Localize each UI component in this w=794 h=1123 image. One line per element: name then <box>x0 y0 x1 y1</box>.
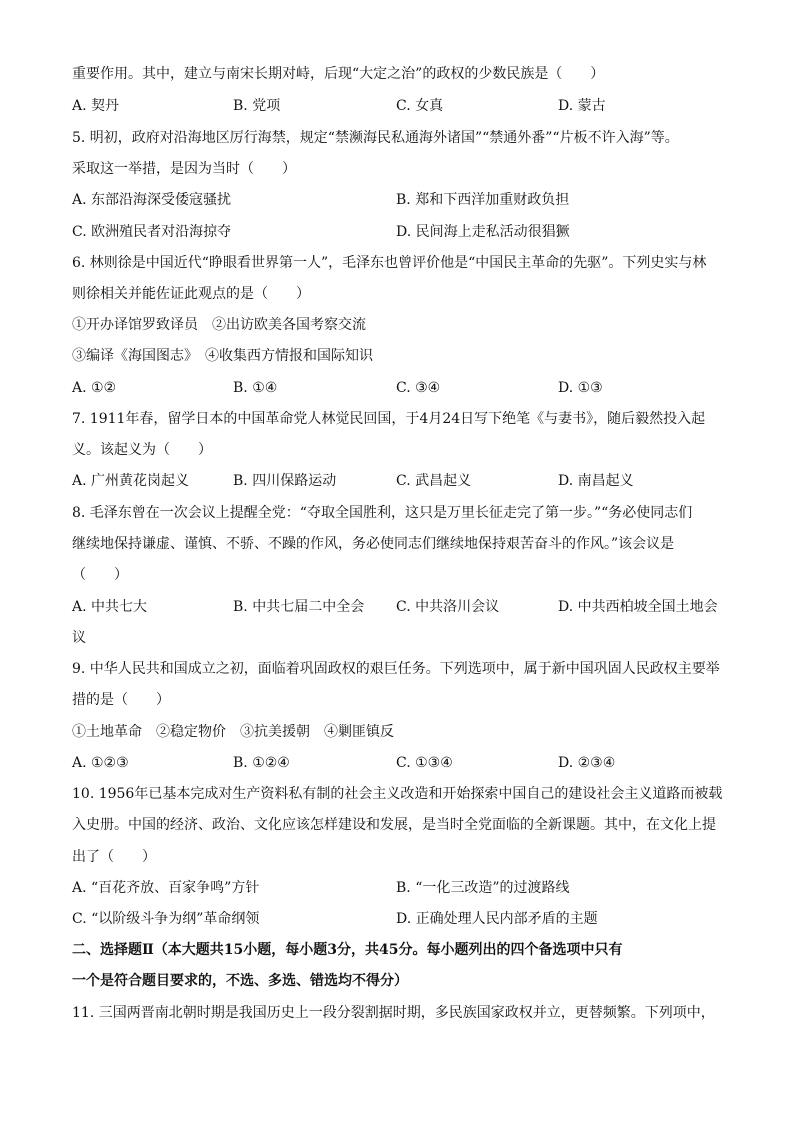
q10-stem-line-3: 出了（ ） <box>72 849 156 865</box>
q8-option-b: B. 中共七届二中全会 <box>233 599 365 615</box>
q8-option-a: A. 中共七大 <box>72 599 148 615</box>
q4-option-d: D. 蒙古 <box>558 98 606 114</box>
q7-option-a: A. 广州黄花岗起义 <box>72 473 190 489</box>
q5-option-b: B. 郑和下西洋加重财政负担 <box>396 192 570 208</box>
q8-stem-line-1: 8. 毛泽东曾在一次会议上提醒全党：“夺取全国胜利，这只是万里长征走完了第一步。”“务必使同志们 <box>72 505 693 521</box>
section-2-title-line-1: 二、选择题Ⅱ（本大题共15小题，每小题3分，共45分。每小题列出的四个备选项中只有 <box>72 942 623 958</box>
q6-stem-line-2: 则徐相关并能佐证此观点的是（ ） <box>72 286 310 302</box>
q11-stem-line-1: 11. 三国两晋南北朝时期是我国历史上一段分裂割据时期，多民族国家政权并立，更替频繁。下列项中， <box>72 1005 715 1021</box>
q8-option-d: D. 中共西柏坡全国土地会 <box>558 599 718 615</box>
q10-option-b: B. “一化三改造”的过渡路线 <box>396 880 570 896</box>
q8-option-d-wrap: 议 <box>72 630 86 646</box>
q6-option-c: C. ③④ <box>396 380 441 396</box>
q9-items: ①土地革命 ②稳定物价 ③抗美援朝 ④剿匪镇反 <box>72 724 394 740</box>
q10-option-d: D. 正确处理人民内部矛盾的主题 <box>396 911 598 927</box>
q8-stem-line-3: （ ） <box>72 567 128 583</box>
q8-stem-line-2: 继续地保持谦虚、谨慎、不骄、不躁的作风，务必使同志们继续地保持艰苦奋斗的作风。”该会议是 <box>72 536 675 552</box>
q10-option-a: A. “百花齐放、百家争鸣”方针 <box>72 880 260 896</box>
q7-stem-line-2: 义。该起义为（ ） <box>72 442 212 458</box>
q9-option-d: D. ②③④ <box>558 755 616 771</box>
q7-stem-line-1: 7. 1911年春，留学日本的中国革命党人林觉民回国，于4月24日写下绝笔《与妻书》，随后毅然投入起 <box>72 411 706 427</box>
q4-option-a: A. 契丹 <box>72 98 120 114</box>
q5-option-c: C. 欧洲殖民者对沿海掠夺 <box>72 224 232 240</box>
q9-stem-line-2: 措的是（ ） <box>72 692 170 708</box>
q9-option-c: C. ①③④ <box>396 755 453 771</box>
q7-option-d: D. 南昌起义 <box>558 473 634 489</box>
q6-option-d: D. ①③ <box>558 380 603 396</box>
q6-stem-line-1: 6. 林则徐是中国近代“睁眼看世界第一人”，毛泽东也曾评价他是“中国民主革命的先驱”。下列史实与林 <box>72 255 707 271</box>
q10-option-c: C. “以阶级斗争为纲”革命纲领 <box>72 911 260 927</box>
q9-stem-line-1: 9. 中华人民共和国成立之初，面临着巩固政权的艰巨任务。下列选项中，属于新中国巩固人民政权主要举 <box>72 661 720 677</box>
q7-option-b: B. 四川保路运动 <box>233 473 337 489</box>
q6-items-line-1: ①开办译馆罗致译员 ②出访欧美各国考察交流 <box>72 317 366 333</box>
q6-items-line-2: ③编译《海国图志》 ④收集西方情报和国际知识 <box>72 348 373 364</box>
q9-option-b: B. ①②④ <box>233 755 290 771</box>
q5-option-d: D. 民间海上走私活动很猖獗 <box>396 224 570 240</box>
q6-option-a: A. ①② <box>72 380 117 396</box>
q4-option-b: B. 党项 <box>233 98 281 114</box>
q5-stem-line-1: 5. 明初，政府对沿海地区厉行海禁，规定“禁濒海民私通海外诸国”“禁通外番”“片板不许入海”等。 <box>72 130 679 146</box>
q10-stem-line-2: 入史册。中国的经济、政治、文化应该怎样建设和发展，是当时全党面临的全新课题。其中，在文化上提 <box>72 817 716 833</box>
q4-stem: 重要作用。其中，建立与南宋长期对峙，后现“大定之治”的政权的少数民族是（ ） <box>72 66 605 82</box>
q10-stem-line-1: 10. 1956年已基本完成对生产资料私有制的社会主义改造和开始探索中国自己的建设社会主义道路而被载 <box>72 786 723 802</box>
q7-option-c: C. 武昌起义 <box>396 473 472 489</box>
q9-option-a: A. ①②③ <box>72 755 129 771</box>
q5-option-a: A. 东部沿海深受倭寇骚扰 <box>72 192 232 208</box>
section-2-title-line-2: 一个是符合题目要求的，不选、多选、错选均不得分） <box>72 973 408 989</box>
q6-option-b: B. ①④ <box>233 380 278 396</box>
q4-option-c: C. 女真 <box>396 98 444 114</box>
q5-stem-line-2: 采取这一举措，是因为当时（ ） <box>72 161 296 177</box>
q8-option-c: C. 中共洛川会议 <box>396 599 500 615</box>
